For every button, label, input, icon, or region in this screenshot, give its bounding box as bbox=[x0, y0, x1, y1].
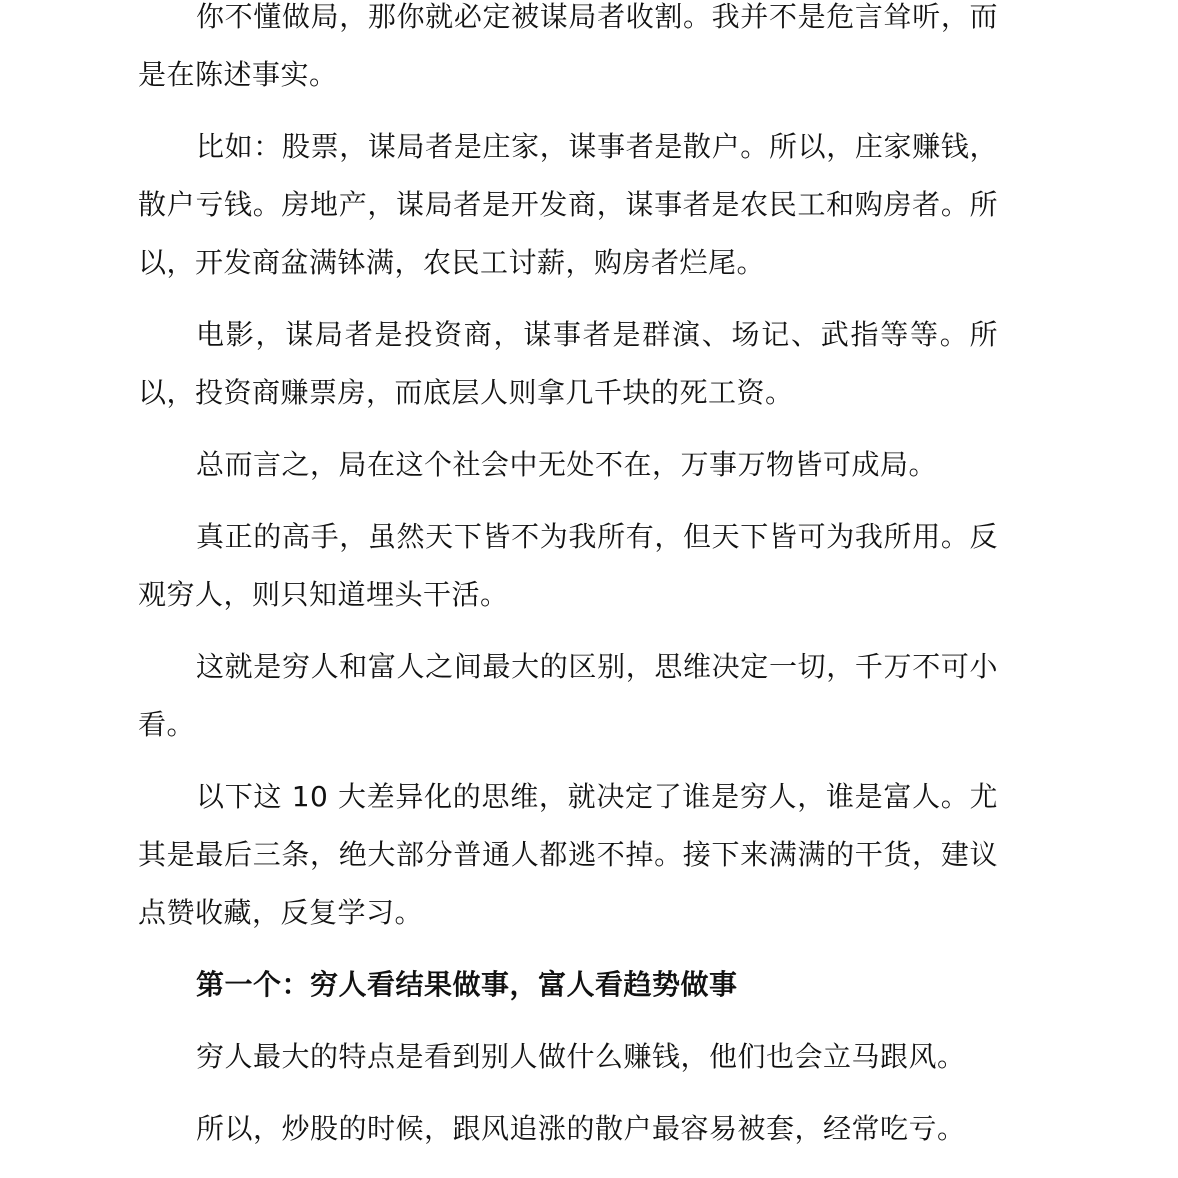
paragraph: 你不懂做局，那你就必定被谋局者收割。我并不是危言耸听，而是在陈述事实。 bbox=[138, 0, 998, 91]
section-heading: 第一个：穷人看结果做事，富人看趋势做事 bbox=[196, 968, 738, 1001]
paragraph: 这就是穷人和富人之间最大的区别，思维决定一切，千万不可小看。 bbox=[138, 650, 998, 741]
paragraph: 以下这 10 大差异化的思维，就决定了谁是穷人，谁是富人。尤其是最后三条，绝大部分普通人都逃不掉。接下来满满的干货，建议点赞收藏，反复学习。 bbox=[138, 780, 998, 929]
paragraph: 穷人最大的特点是看到别人做什么赚钱，他们也会立马跟风。 bbox=[196, 1040, 966, 1073]
document-body bbox=[138, 0, 998, 1172]
paragraph: 真正的高手，虽然天下皆不为我所有，但天下皆可为我所用。反观穷人，则只知道埋头干活。 bbox=[138, 520, 998, 611]
paragraph: 比如：股票，谋局者是庄家，谋事者是散户。所以，庄家赚钱，散户亏钱。房地产，谋局者是开发商，谋事者是农民工和购房者。所以，开发商盆满钵满，农民工讨薪，购房者烂尾。 bbox=[138, 130, 998, 279]
paragraph: 所以，炒股的时候，跟风追涨的散户最容易被套，经常吃亏。 bbox=[196, 1112, 966, 1145]
paragraph: 总而言之，局在这个社会中无处不在，万事万物皆可成局。 bbox=[196, 448, 938, 481]
paragraph: 电影，谋局者是投资商，谋事者是群演、场记、武指等等。所以，投资商赚票房，而底层人则拿几千块的死工资。 bbox=[138, 318, 998, 409]
